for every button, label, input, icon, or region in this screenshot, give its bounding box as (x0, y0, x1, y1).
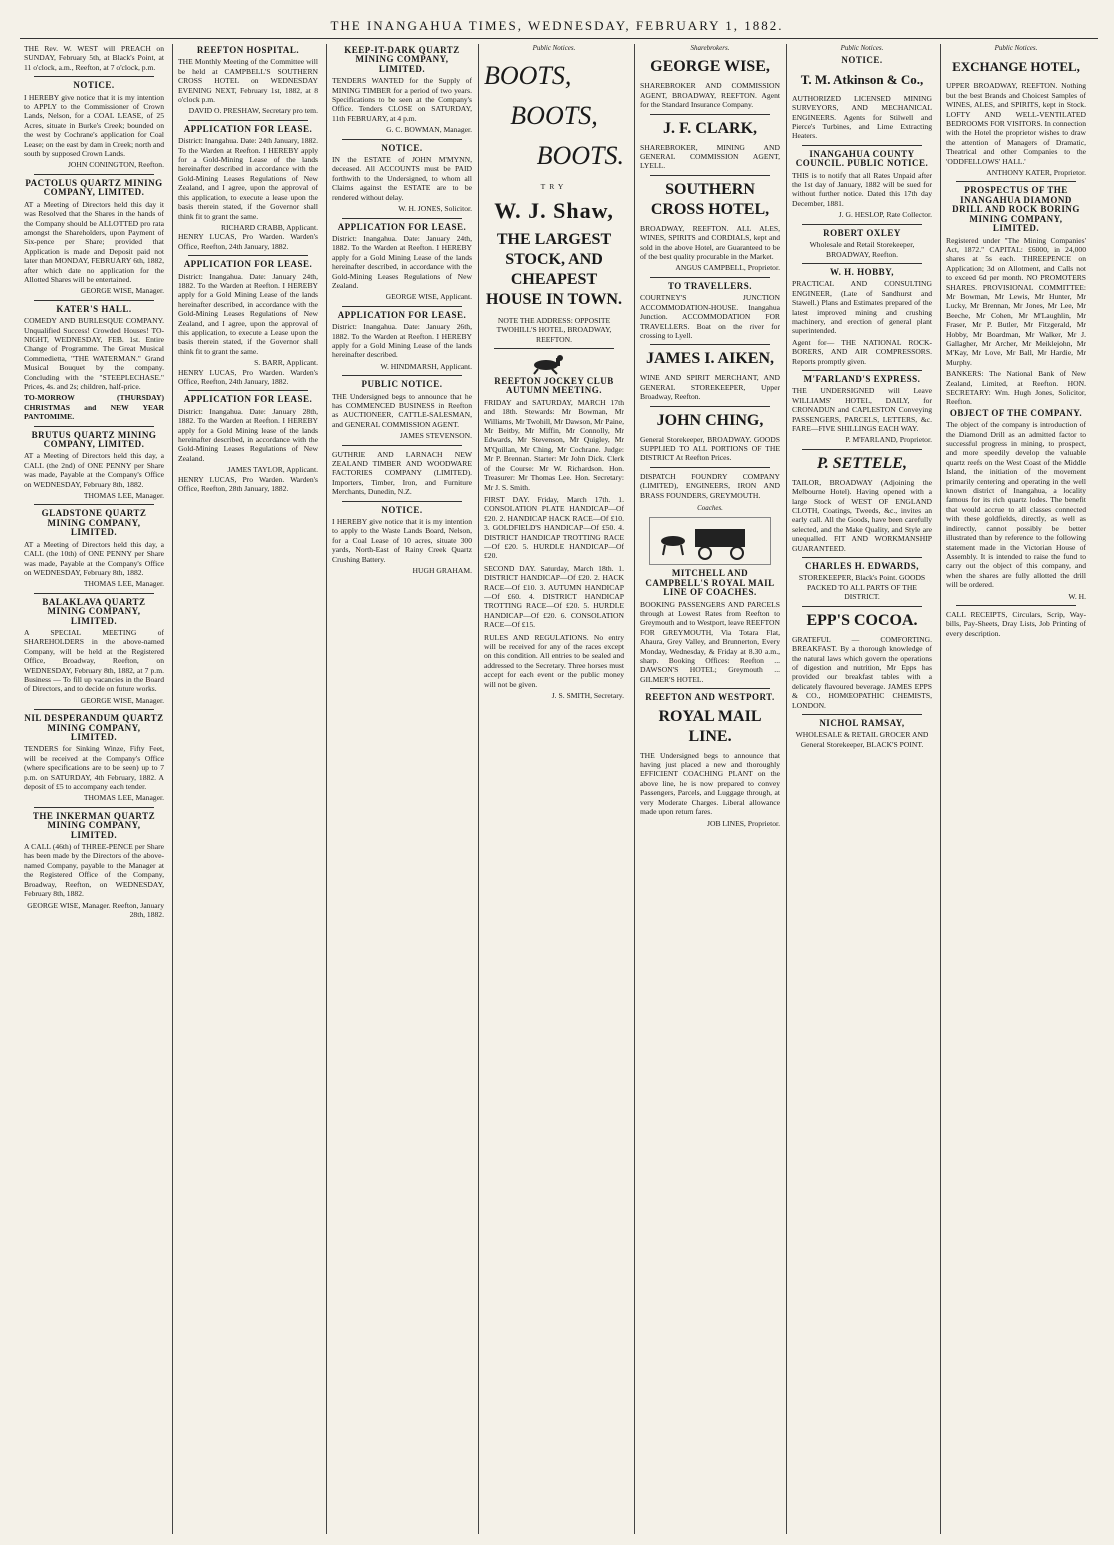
kid-text: TENDERS WANTED for the Supply of MINING TIMBER for a period of two years. Specifications to be seen at the Company's Office. Tenders CLOSE on SATURDAY, 11th FEBRUARY, at 4 p.m. (332, 76, 472, 123)
race-rules: RULES AND REGULATIONS. No entry will be received for any of the races except on this condition. All entries to be sealed and addressed to the Secretary. Three horses must accept for each event or the public money will not be given. (484, 632, 624, 689)
katers-hall-ad (24, 305, 164, 422)
separator (650, 277, 770, 278)
brutus-signature: THOMAS LEE, Manager. (83, 491, 164, 501)
coaches-text: BOOKING PASSENGERS AND PARCELS through at Lowest Rates from Reefton to Greymouth and to Westport, leave REEFTON FOR GREYMOUTH, Via Totara Flat, Ahaura, Grey Valley, and Brunnerton, Every Monday, Wednesday, & Friday at 8.30 a.m., sharp. Booking Offices: Reefton ... DAWSON'S HOTEL; Greymouth ... GILMER'S HOTEL. (640, 599, 780, 684)
jf-clark-ad (640, 119, 780, 171)
pactolus-text: AT a Meeting of Directors held this day it was Resolved that the Shares in the hands of the Company should be ALLOTTED pro rata amongst the Shareholders, upon Payment of Six-pence per Share; provided that Application is made and Deposit paid not later than MONDAY, FEBRUARY 6th, 1882, after which date no application for the Allotted Shares will be entertained. (24, 199, 164, 284)
public-notice-auctioneer (332, 380, 472, 440)
largest-stock-text: THE LARGEST STOCK, AND CHEAPEST HOUSE IN TOWN. (486, 230, 622, 308)
separator (188, 390, 308, 391)
bankers-text: BANKERS: The National Bank of New Zealand, Limited, at Reefton. HON. SECRETARY: Wm. Hugh Jones, Solicitor, Reefton. (946, 369, 1086, 407)
county-council-notice (792, 150, 932, 220)
express-heading: M'FARLAND'S EXPRESS. (803, 373, 921, 384)
james-aiken-text: WINE AND SPIRIT MERCHANT, AND GENERAL STOREKEEPER, Upper Broadway, Reefton. (640, 373, 780, 402)
travellers-text: COURTNEY'S JUNCTION ACCOMMODATION-HOUSE. Inangahua Junction. ACCOMMODATION FOR TRAVELLERS. Boat on the river for crossing to Lyell. (640, 293, 780, 340)
separator (802, 370, 922, 371)
separator (34, 300, 154, 301)
epps-text: GRATEFUL — COMFORTING. BREAKFAST. By a thorough knowledge of the natural laws which govern the operations of digestion and nutrition, Mr Epps has provided our breakfast tables with a delicately flavoured beverage. JAMES EPPS & CO., HOMŒOPATHIC CHEMISTS, LONDON. (792, 634, 932, 710)
james-aiken-heading: JAMES I. AIKEN, (645, 350, 775, 368)
mfarland-express-ad (792, 375, 932, 445)
kid-heading: KEEP-IT-DARK QUARTZ MINING COMPANY, LIMITED. (344, 45, 460, 74)
atkinson-ad (792, 56, 932, 140)
council-text: THIS is to notify that all Rates Unpaid after the 1st day of January, 1882 will be sued for without further notice. Dated this 17th day December, 1881. (792, 170, 932, 208)
lease-heading: APPLICATION FOR LEASE. (183, 259, 313, 270)
pantomime-text: TO-MORROW (THURSDAY) CHRISTMAS and NEW YEAR PANTOMIME. (24, 393, 164, 422)
masthead-rule (20, 38, 1098, 39)
separator (34, 504, 154, 505)
hobby-heading: W. H. HOBBY, (829, 266, 895, 277)
separator (802, 263, 922, 264)
gladstone-text: AT a Meeting of Directors held this day, a CALL (the 10th) of ONE PENNY per Share was made, Payable at the Company's Office on WEDNESDAY, February 8th, 1882. (24, 539, 164, 577)
hospital-heading: REEFTON HOSPITAL. (196, 45, 300, 55)
preaching-text: THE Rev. W. WEST will PREACH on SUNDAY, February 5th, at Black's Point, at 11 o'clock, a.m., Reefton, at 7 o'clock, p.m. (24, 44, 164, 72)
epps-cocoa-ad (792, 611, 932, 710)
lease-application-1 (178, 125, 318, 251)
coal-lease-notice (24, 81, 164, 170)
keep-it-dark-notice (332, 46, 472, 135)
column-header: Public Notices. (994, 44, 1038, 52)
column-header: Public Notices. (840, 44, 884, 52)
separator (956, 605, 1076, 606)
column-divider (326, 44, 327, 1534)
lease-heading: APPLICATION FOR LEASE. (337, 221, 467, 232)
pactolus-heading: PACTOLUS QUARTZ MINING COMPANY, LIMITED. (25, 177, 163, 198)
jockey-club-text: FRIDAY and SATURDAY, MARCH 17th and 18th. Stewards: Mr Bowman, Mr Williams, Mr Twohill, Mr Dawson, Mr Paine, Mr Beitby, Mr Miffin, Mr Connolly, Mr Edwards, Mr Stevenson, Mr Quigley, Mr M'Quillan, Mr Ching, Mr Cochrane. Judge: Mr P. Brennan. Starter: Mr John Dick. Clerk of the Course: Mr W. Richardson. Hon. Treasurer: Mr Thomas Lee. Hon. Secretary: Mr J. S. Smith. (484, 397, 624, 492)
george-wise-ad (640, 57, 780, 109)
balaklava-notice (24, 598, 164, 705)
inkerman-heading: THE INKERMAN QUARTZ MINING COMPANY, LIMITED. (32, 810, 156, 840)
column-5 (640, 44, 780, 1534)
column-divider (172, 44, 173, 1534)
separator (802, 606, 922, 607)
separator (802, 449, 922, 450)
jockey-club-heading: REEFTON JOCKEY CLUB AUTUMN MEETING. (494, 376, 614, 396)
estate-notice (332, 144, 472, 214)
hospital-text: THE Monthly Meeting of the Committee will be held at CAMPBELL'S SOUTHERN CROSS HOTEL on WEDNESDAY EVENING NEXT, February 1st, 1882, at 8 o'clock p.m. (178, 57, 318, 105)
printing-ad (946, 610, 1086, 638)
notice-signature: JOHN CONINGTON, Reefton. (67, 160, 164, 170)
coaches-header: Coaches. (697, 503, 723, 512)
southern-cross-heading: SOUTHERN CROSS HOTEL, (650, 180, 770, 218)
column-header: Sharebrokers. (690, 44, 730, 52)
hobby-text: PRACTICAL AND CONSULTING ENGINEER, (Late of Sandhurst and Stawell.) Plans and Estimates prepared of the latest improved mining and crushing machinery, and erection of general plant superintended. (792, 279, 932, 336)
separator (34, 76, 154, 77)
public-notice-text: THE Undersigned begs to announce that he has COMMENCED BUSINESS in Reefton as AUCTIONEER, CATTLE-SALESMAN, and GENERAL COMMISSION AGENT. (332, 391, 472, 429)
pactolus-signature: GEORGE WISE, Manager. (80, 286, 164, 296)
royal-mail-line-text: THE Undersigned begs to announce that having just placed a new and thoroughly EFFICIENT COACHING PLANT on the above line, he is now prepared to convey Passengers, Parcels, and Luggage through, at very Moderate Charges. Liberal allowance made upon return fares. (640, 750, 780, 817)
edwards-text: STOREKEEPER, Black's Point. GOODS PACKED TO ALL PARTS OF THE DISTRICT. (798, 573, 926, 602)
lease-text: District: Inangahua. Date: January 24th, 1882. To the Warden at Reefton. I HEREBY apply for a Gold Mining Lease of the lands hereinafter described, in accordance with the Gold-Mining Leases Regulations of New Zealand. (332, 233, 472, 290)
coal-lease-notice-2 (332, 506, 472, 576)
shaw-name: W. J. Shaw, (494, 197, 614, 223)
nil-desperandum-notice (24, 714, 164, 803)
lease-text: District: Inangahua. Date: January 28th, 1882. To the Warden at Reefton. I HEREBY apply for a Gold Mining lease of the lands hereinafter described, in accordance with the Gold-Mining Leases Regulations of New Zealand. (178, 406, 318, 463)
lease-warden: HENRY LUCAS, Pro Warden. Warden's Office, Reefton, 24th January, 1882. (178, 232, 318, 251)
boots-line: BOOTS. (536, 141, 624, 171)
column-6 (792, 44, 932, 1534)
separator (650, 467, 770, 468)
nil-signature: THOMAS LEE, Manager. (83, 793, 164, 803)
column-2 (178, 44, 318, 1534)
southern-cross-text: BROADWAY, REEFTON. ALL ALES, WINES, SPIRITS and CORDIALS, kept and sold in the above Hotel, are Guaranteed to be of the best quality procurable in the Market. (640, 223, 780, 262)
public-notice-signature: JAMES STEVENSON. (399, 431, 472, 441)
epps-heading: EPP'S COCOA. (806, 611, 918, 629)
dispatch-foundry-ad (640, 472, 780, 500)
balaklava-heading: BALAKLAVA QUARTZ MINING COMPANY, LIMITED. (42, 596, 146, 626)
column-divider (940, 44, 941, 1534)
exchange-hotel-ad (946, 57, 1086, 177)
atkinson-heading: T. M. Atkinson & Co., (800, 71, 924, 87)
gladstone-signature: THOMAS LEE, Manager. (83, 579, 164, 589)
inkerman-notice (24, 812, 164, 919)
george-wise-heading: GEORGE WISE, (650, 58, 770, 76)
brutus-heading: BRUTUS QUARTZ MINING COMPANY, LIMITED. (31, 429, 157, 450)
lease-application-3 (178, 395, 318, 493)
travellers-ad (640, 282, 780, 340)
estate-signature: W. H. JONES, Solicitor. (398, 204, 472, 214)
guthrie-ad (332, 450, 472, 497)
separator (34, 807, 154, 808)
hospital-signature: DAVID O. PRESHAW, Secretary pro tem. (188, 106, 318, 116)
column-7 (946, 44, 1086, 1534)
separator (188, 255, 308, 256)
separator (956, 181, 1076, 182)
object-text: The object of the company is introduction of the Diamond Drill as an admitted factor to successful progress in mining, to prospect, and more speedily develop the valuable quartz reefs on the West Coast of the Middle Island, the initiation of the movement primarily centering and operating in the well known district of Inangahua, a locality famous for its rich quartz lodes. The benefit that would accrue to all classes connected with these goldfields, directly, as well as indirectly, cannot possibly be better illustrated than by reference to the following statement made in the Victorian House of Assembly. It is intended to raise the fund to carry out the object of this company, and when the shares are fully allotted the drill will be ordered. (946, 420, 1086, 590)
express-signature: P. M'FARLAND, Proprietor. (845, 435, 932, 445)
lease-application-2 (178, 260, 318, 386)
kater-text: COMEDY AND BURLESQUE COMPANY. Unqualified Success! Crowded Houses! TO-NIGHT, WEDNESDAY, FEB. 1st. Entire Change of Programme. The Great Musical Commedietta, "THE WATERMAN." Grand Musical Bouquet by the company. Concluding with the "STEEPLECHASE." Prices, 4s. and 2s; children, half-price. (24, 316, 164, 391)
notice-heading: NOTICE. (381, 504, 423, 515)
object-signature: W. H. (1068, 591, 1086, 601)
separator (802, 557, 922, 558)
printing-text: CALL RECEIPTS, Circulars, Scrip, Way-bills, Pay-Sheets, Dray Lists, Job Printing of every description. (946, 609, 1086, 638)
separator (802, 224, 922, 225)
council-heading: INANGAHUA COUNTY COUNCIL. PUBLIC NOTICE. (795, 148, 929, 169)
reefton-westport-ad (640, 693, 780, 828)
column-divider (634, 44, 635, 1534)
lease-applicant: S. BARR, Applicant. (254, 358, 318, 368)
express-text: THE UNDERSIGNED will Leave WILLIAMS' HOTEL, DAILY, for CRONADUN and CAPLESTON Conveying PASSENGERS, PARCELS, LETTERS, &c. FARE—FIVE SHILLINGS EACH WAY. (792, 386, 932, 433)
john-ching-heading: JOHN CHING, (656, 411, 764, 429)
separator (342, 139, 462, 140)
lease-text: District: Inangahua. Date: January 24th, 1882. To the Warden at Reefton. I HEREBY apply for a Gold Mining Lease of the lands hereinafter described, in accordance with the Gold-Mining Leases Regulations of New Zealand, and I agree, upon the approval of this application, to execute a Lease upon the basis therein stated, if the Governor shall think fit to grant the same. (178, 271, 318, 356)
masthead: THE INANGAHUA TIMES, WEDNESDAY, FEBRUARY 1, 1882. (330, 18, 784, 33)
settele-tailor-ad (792, 454, 932, 553)
lease-applicant: W. HINDMARSH, Applicant. (380, 361, 472, 371)
try-text: TRY (540, 182, 568, 192)
george-wise-text: SHAREBROKER AND COMMISSION AGENT, BROADWAY, REEFTON. Agent for the Standard Insurance Company. (640, 81, 780, 110)
object-heading: OBJECT OF THE COMPANY. (949, 407, 1083, 418)
notice-heading: NOTICE. (73, 80, 115, 91)
royal-mail-line-signature: JOB LINES, Proprietor. (707, 818, 780, 828)
notice-signature: HUGH GRAHAM. (412, 566, 472, 576)
lease-applicant: GEORGE WISE, Applicant. (385, 292, 472, 302)
separator (34, 174, 154, 175)
separator (34, 593, 154, 594)
royal-mail-coaches-ad (640, 569, 780, 684)
exchange-text: UPPER BROADWAY, REEFTON. Nothing but the best Brands and Choicest Samples of WINES, ALES, and SPIRITS, kept in Stock. LOFTY AND WELL-VENTILATED BEDROOMS FOR VISITORS. In connection with the Hotel the proprietor wishes to draw the attention of Managers of Dramatic, Theatrical and other Companies to the 'ODDFELLOWS' HALL.' (946, 81, 1086, 166)
hobby-ad (792, 268, 932, 366)
oxley-heading: ROBERT OXLEY (823, 227, 901, 238)
public-notice-heading: PUBLIC NOTICE. (361, 379, 443, 390)
nil-heading: NIL DESPERANDUM QUARTZ MINING COMPANY, LIMITED. (24, 713, 164, 742)
travellers-heading: TO TRAVELLERS. (667, 280, 753, 291)
separator (34, 426, 154, 427)
jf-clark-heading: J. F. CLARK, (662, 119, 758, 137)
boots-ad (484, 56, 624, 344)
boots-line: BOOTS, (484, 61, 572, 91)
john-ching-text: General Storekeeper, BROADWAY. GOODS SUPPLIED TO ALL PORTIONS OF THE DISTRICT At Reefton Prices. (640, 434, 780, 463)
exchange-signature: ANTHONY KATER, Proprietor. (986, 168, 1086, 178)
coach-icon (649, 517, 771, 565)
notice-text: I HEREBY give notice that it is my intention to apply to the Waste Lands Board, Nelson, for a Coal Lease of 10 acres, situate 300 yards, North-East of Rainy Creek Quartz Crushing Battery. (332, 517, 472, 564)
separator (494, 348, 614, 349)
royal-mail-line-heading: ROYAL MAIL LINE. (658, 707, 762, 745)
balaklava-signature: GEORGE WISE, Manager. (80, 695, 164, 705)
preaching-notice (24, 44, 164, 72)
lease-warden: HENRY LUCAS, Pro Warden. Warden's Office, Reefton, 24th January, 1882. (178, 367, 318, 386)
kater-heading: KATER'S HALL. (56, 303, 132, 314)
james-aiken-ad (640, 349, 780, 401)
separator (342, 445, 462, 446)
column-3 (332, 44, 472, 1534)
lease-application-5 (332, 311, 472, 371)
dispatch-foundry-text: DISPATCH FOUNDRY COMPANY (LIMITED), ENGINEERS, IRON AND BRASS FOUNDERS, GREYMOUTH. (640, 471, 780, 500)
lease-heading: APPLICATION FOR LEASE. (183, 123, 313, 134)
prospectus-heading: PROSPECTUS OF THE INANGAHUA DIAMOND DRILL AND ROCK BORING MINING COMPANY, LIMITED. (952, 185, 1080, 234)
council-signature: J. G. HESLOP, Rate Collector. (838, 210, 932, 220)
first-day-races: FIRST DAY. Friday, March 17th. 1. CONSOLATION PLATE HANDICAP—Of £20. 2. HANDICAP HACK RACE—Of £10. 3. GOLDFIELD'S HANDICAP—Of £50. 4. DISTRICT HANDICAP TROTTING RACE—Of £20. 5. HURDLE HANDICAP—Of £20. (484, 494, 624, 561)
rock-borers-text: Agent for— THE NATIONAL ROCK-BORERS, AND AIR COMPRESSORS. Reports promptly given. (792, 337, 932, 366)
southern-cross-ad (640, 180, 780, 273)
balaklava-text: A SPECIAL MEETING of SHAREHOLDERS in the above-named Company, will be held at the Registered Office, Broadway, Reefton, on WEDNESDAY, February 8th, 1882, at 7 p.m. Business — To fill up vacancies in the Board of Directors, and to decide on future works. (24, 627, 164, 694)
column-header: Public Notices. (532, 44, 576, 52)
column-divider (478, 44, 479, 1534)
lease-heading: APPLICATION FOR LEASE. (337, 309, 467, 320)
john-ching-ad (640, 411, 780, 463)
lease-warden: HENRY LUCAS, Pro Warden. Warden's Office, Reefton, 28th January, 1882. (178, 474, 318, 494)
diamond-drill-prospectus (946, 186, 1086, 600)
separator (188, 120, 308, 121)
second-day-races: SECOND DAY. Saturday, March 18th. 1. DISTRICT HANDICAP—Of £20. 2. HACK RACE—Of £10. 3. AUTUMN HANDICAP—Of £60. 4. DISTRICT HANDICAP TROTTING RACE—Of £20. 5. HURDLE HANDICAP—Of £20. 6. CONSOLATION RACE—Of £15. (484, 563, 624, 630)
separator (34, 709, 154, 710)
separator (342, 375, 462, 376)
shaw-address: NOTE THE ADDRESS: OPPOSITE TWOHILL'S HOTEL, BROADWAY, REEFTON. (496, 315, 612, 344)
estate-text: IN the ESTATE of JOHN M'MYNN, deceased. All ACCOUNTS must be PAID forthwith to the Undersigned, to whom all Claims against the ESTATE are to be rendered without delay. (332, 155, 472, 202)
prospectus-text: Registered under "The Mining Companies' Act, 1872." CAPITAL: £6000, in 24,000 shares at 5s each. THREEPENCE on Application; 3d on Allotment, and Calls not to exceed 6d per month. NO PROMOTERS SHARES. PROVISIONAL COMMITTEE: Mr Bowman, Mr Lewis, Mr Hunter, Mr Lucky, Mr Brennan, Mr Jones, Mr Lee, Mr Beeche, Mr Cohen, Mr M'Laughlin, Mr Fraser, Mr P. Butler, Mr Fitzgerald, Mr Hobby, Mr Boardman, Mr Walker, Mr J. Gallagher, Mr Archer, Mr Meiklejohn, Mr M'Kay, Mr Love, Mr Ball, Mr Hardie, Mr Murphy. (946, 235, 1086, 367)
column-4 (484, 44, 624, 1534)
inkerman-text: A CALL (46th) of THREE-PENCE per Share has been made by the Directors of the above-named Company, payable to the Manager at the Registered Office of the Company, Broadway, Reefton, on WEDNESDAY, February 8th, 1882. (24, 842, 164, 899)
edwards-heading: CHARLES H. EDWARDS, (804, 561, 920, 572)
horse-racing-icon (524, 353, 584, 375)
coaches-heading: MITCHELL AND CAMPBELL'S ROYAL MAIL LINE OF COACHES. (645, 568, 775, 598)
lease-applicant: JAMES TAYLOR, Applicant. (227, 465, 318, 475)
nil-text: TENDERS for Sinking Winze, Fifty Feet, will be received at the Company's Office (where specifications are to be seen) up to 7 p.m. on SATURDAY, 4th February, 1882. A deposit of £5 to accompany each tender. (24, 744, 164, 792)
separator (802, 145, 922, 146)
notice-text: I HEREBY give notice that it is my intention to APPLY to the Commissioner of Crown Lands, Nelson, for a COAL LEASE, of 25 Acres, situate in Burke's Creek; bounded on the west by Cochrane's application for Coal Lease; on the east by dam in Creek; north and south by supposed Crown Lands. (24, 92, 164, 159)
jockey-club-signature: J. S. SMITH, Secretary. (551, 691, 624, 701)
settele-heading: P. SETTELE, (817, 454, 907, 472)
kid-signature: G. C. BOWMAN, Manager. (386, 125, 472, 135)
separator (650, 406, 770, 407)
lease-applicant: RICHARD CRABB, Applicant. (220, 222, 318, 232)
settele-text: TAILOR, BROADWAY (Adjoining the Melbourne Hotel). Having opened with a large Stock of WEST OF ENGLAND CLOTH, Coatings, Tweeds, &c., invites an early call. All the Goods, have been carefully selected, and the Make Quality, and Style are unequalled. FIT AND WORKMANSHIP GUARANTEED. (792, 477, 932, 553)
hospital-notice (178, 46, 318, 116)
edwards-ad (792, 562, 932, 602)
gladstone-notice (24, 509, 164, 588)
gladstone-heading: GLADSTONE QUARTZ MINING COMPANY, LIMITED. (41, 508, 147, 538)
separator (802, 714, 922, 715)
column-1 (24, 44, 164, 1534)
lease-text: District: Inangahua. Date: 24th January, 1882. To the Warden at Reefton. I HEREBY apply for a Gold-Mining Lease of the lands hereinafter described in accordance with the Gold-Mining Leases Regulations of New Zealand, and I agree, upon the approval of this application, to execute a lease upon the basis therein stated, if the Governor shall think fit to grant the same. (178, 136, 318, 221)
robert-oxley-ad (792, 229, 932, 259)
estate-heading: NOTICE. (381, 142, 423, 153)
atkinson-text: AUTHORIZED LICENSED MINING SURVEYORS, AND MECHANICAL ENGINEERS. Agents for Stilwell and Pierce's Turbines, and Lime Extracting Heaters. (792, 93, 932, 141)
southern-cross-signature: ANGUS CAMPBELL, Proprietor. (675, 263, 780, 273)
separator (650, 175, 770, 176)
separator (650, 688, 770, 689)
separator (342, 218, 462, 219)
ramsay-text: WHOLESALE & RETAIL GROCER AND General Storekeeper, BLACK'S POINT. (795, 730, 929, 749)
nichol-ramsay-ad (792, 719, 932, 749)
ramsay-heading: NICHOL RAMSAY, (819, 717, 905, 728)
inkerman-signature: GEORGE WISE, Manager. Reefton, January 28th, 1882. (27, 900, 164, 919)
boots-line: BOOTS, (510, 101, 598, 131)
jockey-club-ad (484, 353, 624, 700)
separator (342, 306, 462, 307)
lease-text: District: Inangahua. Date: January 26th, 1882. To the Warden at Reefton. I HEREBY apply for a Gold Mining Lease of the lands hereinafter described. (332, 322, 472, 360)
exchange-heading: EXCHANGE HOTEL, (952, 59, 1080, 75)
separator (342, 501, 462, 502)
reefton-westport-heading: REEFTON AND WESTPORT. (645, 692, 775, 703)
lease-application-4 (332, 223, 472, 302)
guthrie-text: GUTHRIE AND LARNACH NEW ZEALAND TIMBER AND WOODWARE FACTORIES COMPANY (LIMITED). Importers, Timber, Iron, and Furniture Merchants, Dunedin, N.Z. (332, 449, 472, 497)
oxley-text: Wholesale and Retail Storekeeper, BROADWAY, Reefton. (809, 240, 915, 259)
brutus-notice (24, 431, 164, 501)
brutus-text: AT a Meeting of Directors held this day, a CALL (the 2nd) of ONE PENNY per Share was made, Payable at the Company's Office on WEDNESDAY, February 8th, 1882. (24, 451, 164, 489)
lease-heading: APPLICATION FOR LEASE. (183, 394, 313, 405)
separator (650, 344, 770, 345)
column-divider (786, 44, 787, 1534)
jf-clark-text: SHAREBROKER, MINING AND GENERAL COMMISSION AGENT, LYELL. (640, 142, 780, 171)
pactolus-notice (24, 179, 164, 296)
notice-heading: NOTICE. (841, 55, 883, 66)
separator (650, 114, 770, 115)
